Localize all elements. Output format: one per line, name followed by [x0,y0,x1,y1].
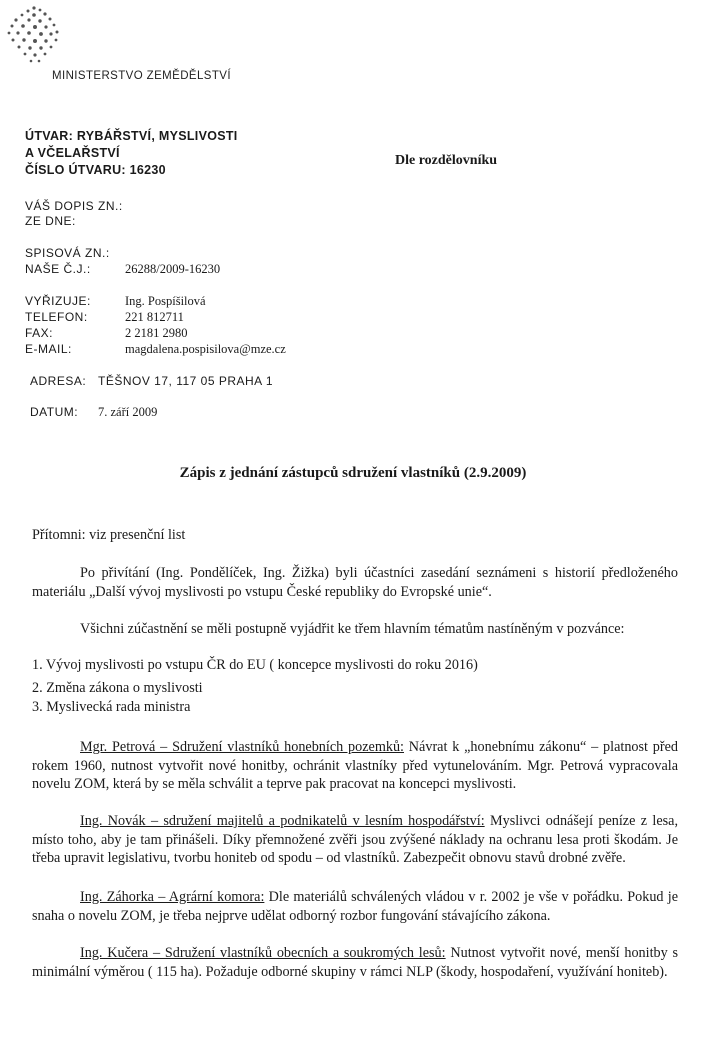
statement-paragraph: Ing. Kučera – Sdružení vlastníků obecních a soukromých lesů: Nutnost vytvořit nové, menší honitby s minimální výměrou ( 115 ha). Požaduje odborné skupiny v rámci NLP (škody, hospodaření, využívání honiteb). [32,945,679,980]
unit-name-line2: A VČELAŘSTVÍ [25,146,120,160]
intro-paragraph-1: Po přivítání (Ing. Pondělíček, Ing. Žižka) byli účastníci zasedání seznámeni s historií předloženého materiálu „Další vývoj myslivosti po vstupu České republiky do Evropské unie“. [32,565,678,600]
field-value-address: TĚŠNOV 17, 117 05 PRAHA 1 [98,374,274,388]
recipient: Dle rozdělovníku [395,153,498,168]
statement-paragraph: Ing. Novák – sdružení majitelů a podnikatelů v lesním hospodářství: Myslivci odnášejí peníze z lesa, místo toho, aby je tam přinášeli. Díky přemnožené zvěři jsou zvýšené náklady na ochranu lesa proti škodám. Je třeba upravit legislativu, tvorbu honiteb od spodu – od vlastníků. Zabezpečit obnovu stavů drobné zvěře. [32,813,678,867]
field-label-handled-by: VYŘIZUJE: [25,294,91,308]
statement-speaker: Ing. Záhorka – Agrární komora: [80,889,265,905]
intro-paragraph-2: Všichni zúčastnění se měli postupně vyjádřit ke třem hlavním tématům nastíněným v pozvánce: [80,621,625,637]
field-label-file-ref: SPISOVÁ ZN.: [25,246,110,260]
field-label-phone: TELEFON: [25,310,88,324]
document-title: Zápis z jednání zástupců sdružení vlastníků (2.9.2009) [179,465,527,481]
field-value-fax: 2 2181 2980 [125,326,188,340]
attendance-note: Přítomni: viz presenční list [32,527,186,543]
topic-item: 2. Změna zákona o myslivosti [32,680,203,696]
unit-number: ČÍSLO ÚTVARU: 16230 [25,163,166,177]
field-label-email: E-MAIL: [25,342,72,356]
ministry-name: MINISTERSTVO ZEMĚDĚLSTVÍ [52,70,231,82]
field-label-our-ref: NAŠE Č.J.: [25,262,91,276]
statement-speaker: Ing. Kučera – Sdružení vlastníků obecních a soukromých lesů: [80,945,446,961]
statement-paragraph: Ing. Záhorka – Agrární komora: Dle materiálů schválených vládou v r. 2002 je vše v pořádku. Pokud je snaha o novelu ZOM, je třeba nejprve udělat odborný rozbor fungování stávajícího zákona. [32,889,678,924]
topic-item: 3. Myslivecká rada ministra [32,699,191,715]
unit-name-line1: ÚTVAR: RYBÁŘSTVÍ, MYSLIVOSTI [25,129,238,143]
field-label-your-letter: VÁŠ DOPIS ZN.: [25,199,123,213]
field-label-date: DATUM: [30,405,79,419]
field-value-handled-by: Ing. Pospíšilová [125,294,206,308]
topic-item: 1. Vývoj myslivosti po vstupu ČR do EU ( koncepce myslivosti do roku 2016) [32,657,478,673]
field-value-phone: 221 812711 [125,310,184,324]
ministry-logo-icon [4,2,68,68]
field-label-dated: ZE DNE: [25,214,76,228]
statement-paragraph: Mgr. Petrová – Sdružení vlastníků honebních pozemků: Návrat k „honebnímu zákonu“ – platnost před rokem 1960, nutnost vytvořit nové honitby, ochránit vlastníky před vytunelováním. Mgr. Petrová vypracovala novelu ZOM, která by se měla schválit a teprve pak pracovat na koncepci myslivosti. [32,739,679,793]
field-value-our-ref: 26288/2009-16230 [125,262,221,276]
statement-speaker: Ing. Novák – sdružení majitelů a podnikatelů v lesním hospodářství: [80,813,485,829]
field-label-address: ADRESA: [30,374,87,388]
statement-speaker: Mgr. Petrová – Sdružení vlastníků honebních pozemků: [80,739,404,755]
field-label-fax: FAX: [25,326,54,340]
field-value-date: 7. září 2009 [98,405,158,419]
field-value-email: magdalena.pospisilova@mze.cz [125,342,286,356]
